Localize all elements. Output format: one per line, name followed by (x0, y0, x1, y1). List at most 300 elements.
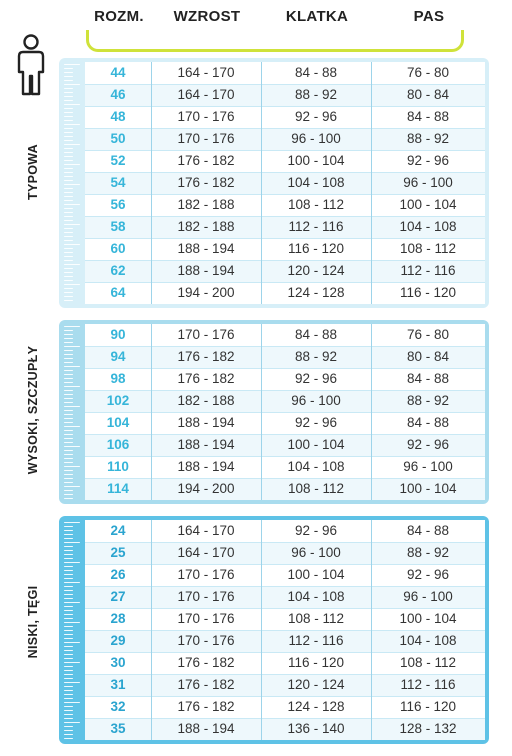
ruler-tick (64, 670, 73, 671)
waist-cell: 84 - 88 (406, 415, 450, 430)
ruler-tick (64, 338, 73, 339)
ruler-tick (64, 482, 73, 483)
waist-cell: 84 - 88 (406, 523, 450, 538)
column-divider (371, 62, 372, 304)
chest-cell: 136 - 140 (287, 721, 345, 736)
height-cell: 164 - 170 (177, 545, 235, 560)
column-divider (261, 520, 262, 740)
height-cell: 194 - 200 (177, 481, 235, 496)
ruler-tick (64, 458, 73, 459)
ruler-tick (64, 578, 73, 579)
chest-cell: 92 - 96 (294, 371, 338, 386)
ruler-tick (64, 276, 73, 277)
row-divider (85, 260, 485, 261)
ruler-tick (64, 292, 73, 293)
ruler-tick (64, 100, 73, 101)
ruler-tick (64, 702, 80, 703)
row-divider (85, 608, 485, 609)
row-divider (85, 542, 485, 543)
section-label: NISKI, TĘGI (26, 585, 40, 659)
waist-cell: 76 - 80 (406, 327, 450, 342)
row-divider (85, 282, 485, 283)
height-cell: 188 - 194 (177, 437, 235, 452)
ruler-tick (64, 450, 73, 451)
chest-cell: 112 - 116 (288, 219, 344, 234)
height-cell: 176 - 182 (177, 699, 235, 714)
ruler-tick (64, 398, 73, 399)
ruler-tick (64, 486, 80, 487)
waist-cell: 80 - 84 (406, 349, 450, 364)
ruler-tick (64, 386, 80, 387)
size-cell: 32 (110, 699, 126, 714)
row-divider (85, 434, 485, 435)
ruler-tick (64, 300, 73, 301)
size-cell: 94 (110, 349, 126, 364)
ruler-tick (64, 132, 73, 133)
height-cell: 176 - 182 (177, 175, 235, 190)
row-divider (85, 586, 485, 587)
ruler-tick (64, 116, 73, 117)
table-row (85, 282, 485, 304)
size-table (85, 62, 485, 304)
ruler-tick (64, 330, 73, 331)
table-row (85, 630, 485, 652)
table-row (85, 520, 485, 542)
row-divider (85, 630, 485, 631)
height-cell: 176 - 182 (177, 655, 235, 670)
size-cell: 58 (110, 219, 126, 234)
ruler-tick (64, 494, 73, 495)
ruler-tick (64, 236, 73, 237)
ruler-tick (64, 124, 80, 125)
ruler-tick (64, 410, 73, 411)
chest-cell: 104 - 108 (287, 459, 345, 474)
ruler-tick (64, 562, 80, 563)
chest-cell: 96 - 100 (291, 545, 341, 560)
ruler-tick (64, 192, 73, 193)
ruler-tick (64, 280, 73, 281)
ruler-tick (64, 538, 73, 539)
ruler-tick (64, 260, 73, 261)
height-cell: 170 - 176 (177, 327, 235, 342)
ruler-tick (64, 726, 73, 727)
chest-cell: 120 - 124 (287, 677, 345, 692)
section-label: WYSOKI, SZCZUPŁY (26, 345, 40, 475)
height-cell: 188 - 194 (177, 459, 235, 474)
ruler-tick (64, 698, 73, 699)
table-row (85, 194, 485, 216)
ruler-tick (64, 244, 80, 245)
row-divider (85, 216, 485, 217)
ruler-tick (64, 490, 73, 491)
chest-cell: 92 - 96 (294, 523, 338, 538)
ruler-tick (64, 84, 80, 85)
size-cell: 98 (110, 371, 126, 386)
ruler-tick (64, 350, 73, 351)
ruler-tick (64, 570, 73, 571)
column-divider (151, 62, 152, 304)
height-cell: 188 - 194 (177, 241, 235, 256)
height-cell: 182 - 188 (177, 219, 235, 234)
ruler-tick (64, 232, 73, 233)
chest-cell: 100 - 104 (287, 153, 345, 168)
ruler-scale (62, 520, 82, 740)
size-cell: 48 (110, 109, 126, 124)
ruler-tick (64, 738, 73, 739)
ruler-tick (64, 92, 73, 93)
size-section-3 (59, 516, 489, 744)
chest-cell: 92 - 96 (294, 415, 338, 430)
chest-cell: 88 - 92 (294, 349, 338, 364)
ruler-tick (64, 284, 80, 285)
size-cell: 35 (110, 721, 126, 736)
ruler-tick (64, 148, 73, 149)
height-cell: 164 - 170 (177, 65, 235, 80)
ruler-tick (64, 414, 73, 415)
ruler-tick (64, 252, 73, 253)
ruler-tick (64, 574, 73, 575)
size-cell: 46 (110, 87, 126, 102)
ruler-tick (64, 354, 73, 355)
column-divider (261, 324, 262, 500)
row-divider (85, 172, 485, 173)
ruler-tick (64, 180, 73, 181)
ruler-tick (64, 550, 73, 551)
ruler-tick (64, 184, 80, 185)
ruler-tick (64, 434, 73, 435)
waist-cell: 104 - 108 (399, 219, 457, 234)
header-size: ROZM. (94, 8, 144, 25)
ruler-tick (64, 68, 73, 69)
size-cell: 62 (110, 263, 126, 278)
size-cell: 56 (110, 197, 126, 212)
waist-cell: 92 - 96 (406, 437, 450, 452)
chest-cell: 116 - 120 (287, 241, 345, 256)
ruler-tick (64, 128, 73, 129)
height-cell: 182 - 188 (177, 393, 235, 408)
waist-cell: 96 - 100 (403, 589, 453, 604)
size-table (85, 324, 485, 500)
ruler-tick (64, 200, 73, 201)
ruler-tick (64, 454, 73, 455)
table-row (85, 346, 485, 368)
ruler-tick (64, 240, 73, 241)
ruler-tick (64, 690, 73, 691)
ruler-tick (64, 288, 73, 289)
size-cell: 26 (110, 567, 126, 582)
height-cell: 188 - 194 (177, 415, 235, 430)
chest-cell: 84 - 88 (294, 327, 338, 342)
waist-cell: 108 - 112 (399, 241, 457, 256)
waist-cell: 92 - 96 (406, 567, 450, 582)
ruler-tick (64, 722, 80, 723)
size-cell: 114 (107, 481, 129, 496)
size-cell: 50 (110, 131, 126, 146)
waist-cell: 92 - 96 (406, 153, 450, 168)
column-divider (371, 520, 372, 740)
ruler-tick (64, 120, 73, 121)
ruler-tick (64, 256, 73, 257)
ruler-tick (64, 706, 73, 707)
ruler-tick (64, 164, 80, 165)
ruler-tick (64, 96, 73, 97)
size-cell: 110 (107, 459, 129, 474)
ruler-tick (64, 530, 73, 531)
ruler-tick (64, 734, 73, 735)
table-row (85, 674, 485, 696)
ruler-tick (64, 522, 80, 523)
ruler-tick (64, 172, 73, 173)
size-cell: 106 (106, 437, 130, 452)
ruler-tick (64, 358, 73, 359)
size-cell: 44 (110, 65, 126, 80)
row-divider (85, 478, 485, 479)
size-table (85, 520, 485, 740)
table-row (85, 172, 485, 194)
ruler-tick (64, 64, 80, 65)
ruler-tick (64, 224, 80, 225)
ruler-tick (64, 108, 73, 109)
height-cell: 164 - 170 (177, 523, 235, 538)
chest-cell: 84 - 88 (294, 65, 338, 80)
ruler-tick (64, 346, 80, 347)
ruler-tick (64, 674, 73, 675)
chest-cell: 96 - 100 (291, 131, 341, 146)
waist-cell: 116 - 120 (399, 285, 457, 300)
table-header (0, 8, 512, 28)
row-divider (85, 368, 485, 369)
height-cell: 164 - 170 (177, 87, 235, 102)
ruler-tick (64, 382, 73, 383)
ruler-tick (64, 80, 73, 81)
ruler-tick (64, 694, 73, 695)
chest-cell: 92 - 96 (294, 109, 338, 124)
row-divider (85, 696, 485, 697)
table-row (85, 456, 485, 478)
ruler-tick (64, 212, 73, 213)
ruler-tick (64, 678, 73, 679)
ruler-tick (64, 478, 73, 479)
size-cell: 104 (106, 415, 130, 430)
ruler-tick (64, 666, 73, 667)
table-row (85, 238, 485, 260)
waist-cell: 88 - 92 (406, 545, 450, 560)
ruler-tick (64, 366, 80, 367)
table-row (85, 434, 485, 456)
ruler-tick (64, 618, 73, 619)
size-cell: 90 (110, 327, 126, 342)
size-cell: 102 (106, 393, 130, 408)
ruler-tick (64, 406, 80, 407)
chest-cell: 100 - 104 (287, 437, 345, 452)
table-row (85, 62, 485, 84)
waist-cell: 112 - 116 (400, 263, 456, 278)
row-divider (85, 412, 485, 413)
ruler-tick (64, 390, 73, 391)
table-row (85, 106, 485, 128)
chest-cell: 88 - 92 (294, 87, 338, 102)
waist-cell: 108 - 112 (399, 655, 457, 670)
header-chest: KLATKA (285, 8, 349, 25)
waist-cell: 100 - 104 (399, 481, 457, 496)
ruler-tick (64, 710, 73, 711)
ruler-tick (64, 682, 80, 683)
ruler-tick (64, 394, 73, 395)
height-cell: 170 - 176 (177, 611, 235, 626)
ruler-tick (64, 374, 73, 375)
row-divider (85, 564, 485, 565)
table-row (85, 390, 485, 412)
waist-cell: 88 - 92 (406, 393, 450, 408)
ruler-tick (64, 168, 73, 169)
ruler-tick (64, 498, 73, 499)
ruler-tick (64, 296, 73, 297)
ruler-tick (64, 662, 80, 663)
ruler-tick (64, 176, 73, 177)
waist-cell: 100 - 104 (399, 611, 457, 626)
height-cell: 194 - 200 (177, 285, 235, 300)
ruler-tick (64, 590, 73, 591)
ruler-tick (64, 526, 73, 527)
ruler-tick (64, 598, 73, 599)
ruler-scale (62, 62, 82, 304)
ruler-tick (64, 248, 73, 249)
height-cell: 170 - 176 (177, 567, 235, 582)
row-divider (85, 346, 485, 347)
chest-cell: 104 - 108 (287, 175, 345, 190)
waist-cell: 96 - 100 (403, 175, 453, 190)
ruler-tick (64, 542, 80, 543)
ruler-tick (64, 582, 80, 583)
ruler-tick (64, 586, 73, 587)
row-divider (85, 674, 485, 675)
waist-cell: 84 - 88 (406, 371, 450, 386)
ruler-tick (64, 422, 73, 423)
ruler-tick (64, 462, 73, 463)
ruler-tick (64, 216, 73, 217)
height-cell: 170 - 176 (177, 633, 235, 648)
waist-cell: 76 - 80 (406, 65, 450, 80)
ruler-tick (64, 272, 73, 273)
ruler-tick (64, 342, 73, 343)
ruler-tick (64, 546, 73, 547)
chest-cell: 104 - 108 (287, 589, 345, 604)
chest-cell: 124 - 128 (287, 285, 345, 300)
ruler-tick (64, 140, 73, 141)
table-row (85, 608, 485, 630)
ruler-tick (64, 112, 73, 113)
chest-cell: 96 - 100 (291, 393, 341, 408)
ruler-tick (64, 104, 80, 105)
table-row (85, 150, 485, 172)
waist-cell: 116 - 120 (399, 699, 457, 714)
table-row (85, 260, 485, 282)
table-row (85, 324, 485, 346)
ruler-tick (64, 718, 73, 719)
waist-cell: 88 - 92 (406, 131, 450, 146)
row-divider (85, 106, 485, 107)
table-row (85, 216, 485, 238)
ruler-tick (64, 642, 80, 643)
ruler-tick (64, 630, 73, 631)
ruler-tick (64, 160, 73, 161)
ruler-tick (64, 634, 73, 635)
ruler-tick (64, 442, 73, 443)
table-row (85, 368, 485, 390)
waist-cell: 128 - 132 (399, 721, 457, 736)
chest-cell: 100 - 104 (287, 567, 345, 582)
height-cell: 176 - 182 (177, 349, 235, 364)
height-cell: 170 - 176 (177, 589, 235, 604)
ruler-tick (64, 326, 80, 327)
ruler-tick (64, 626, 73, 627)
ruler-tick (64, 402, 73, 403)
size-cell: 29 (110, 633, 126, 648)
header-bracket (86, 30, 464, 52)
ruler-tick (64, 474, 73, 475)
ruler-tick (64, 228, 73, 229)
ruler-tick (64, 606, 73, 607)
table-row (85, 564, 485, 586)
row-divider (85, 718, 485, 719)
size-cell: 31 (110, 677, 126, 692)
ruler-tick (64, 446, 80, 447)
ruler-tick (64, 264, 80, 265)
chest-cell: 120 - 124 (287, 263, 345, 278)
ruler-tick (64, 566, 73, 567)
ruler-tick (64, 654, 73, 655)
size-cell: 64 (110, 285, 126, 300)
ruler-tick (64, 204, 80, 205)
waist-cell: 112 - 116 (400, 677, 456, 692)
ruler-tick (64, 614, 73, 615)
table-row (85, 652, 485, 674)
ruler-tick (64, 188, 73, 189)
size-cell: 24 (110, 523, 126, 538)
table-row (85, 586, 485, 608)
ruler-tick (64, 714, 73, 715)
ruler-tick (64, 418, 73, 419)
chest-cell: 108 - 112 (287, 481, 345, 496)
table-row (85, 696, 485, 718)
ruler-tick (64, 470, 73, 471)
size-cell: 28 (110, 611, 126, 626)
ruler-tick (64, 426, 80, 427)
ruler-tick (64, 558, 73, 559)
ruler-tick (64, 686, 73, 687)
ruler-tick (64, 334, 73, 335)
table-row (85, 478, 485, 500)
size-cell: 60 (110, 241, 126, 256)
table-row (85, 718, 485, 740)
size-cell: 52 (110, 153, 126, 168)
section-label: TYPOWA (26, 144, 40, 200)
ruler-tick (64, 554, 73, 555)
chest-cell: 124 - 128 (287, 699, 345, 714)
row-divider (85, 84, 485, 85)
ruler-tick (64, 610, 73, 611)
row-divider (85, 128, 485, 129)
ruler-tick (64, 196, 73, 197)
ruler-tick (64, 658, 73, 659)
ruler-tick (64, 646, 73, 647)
ruler-tick (64, 370, 73, 371)
chest-cell: 116 - 120 (287, 655, 345, 670)
table-row (85, 84, 485, 106)
ruler-tick (64, 208, 73, 209)
height-cell: 182 - 188 (177, 197, 235, 212)
size-cell: 30 (110, 655, 126, 670)
